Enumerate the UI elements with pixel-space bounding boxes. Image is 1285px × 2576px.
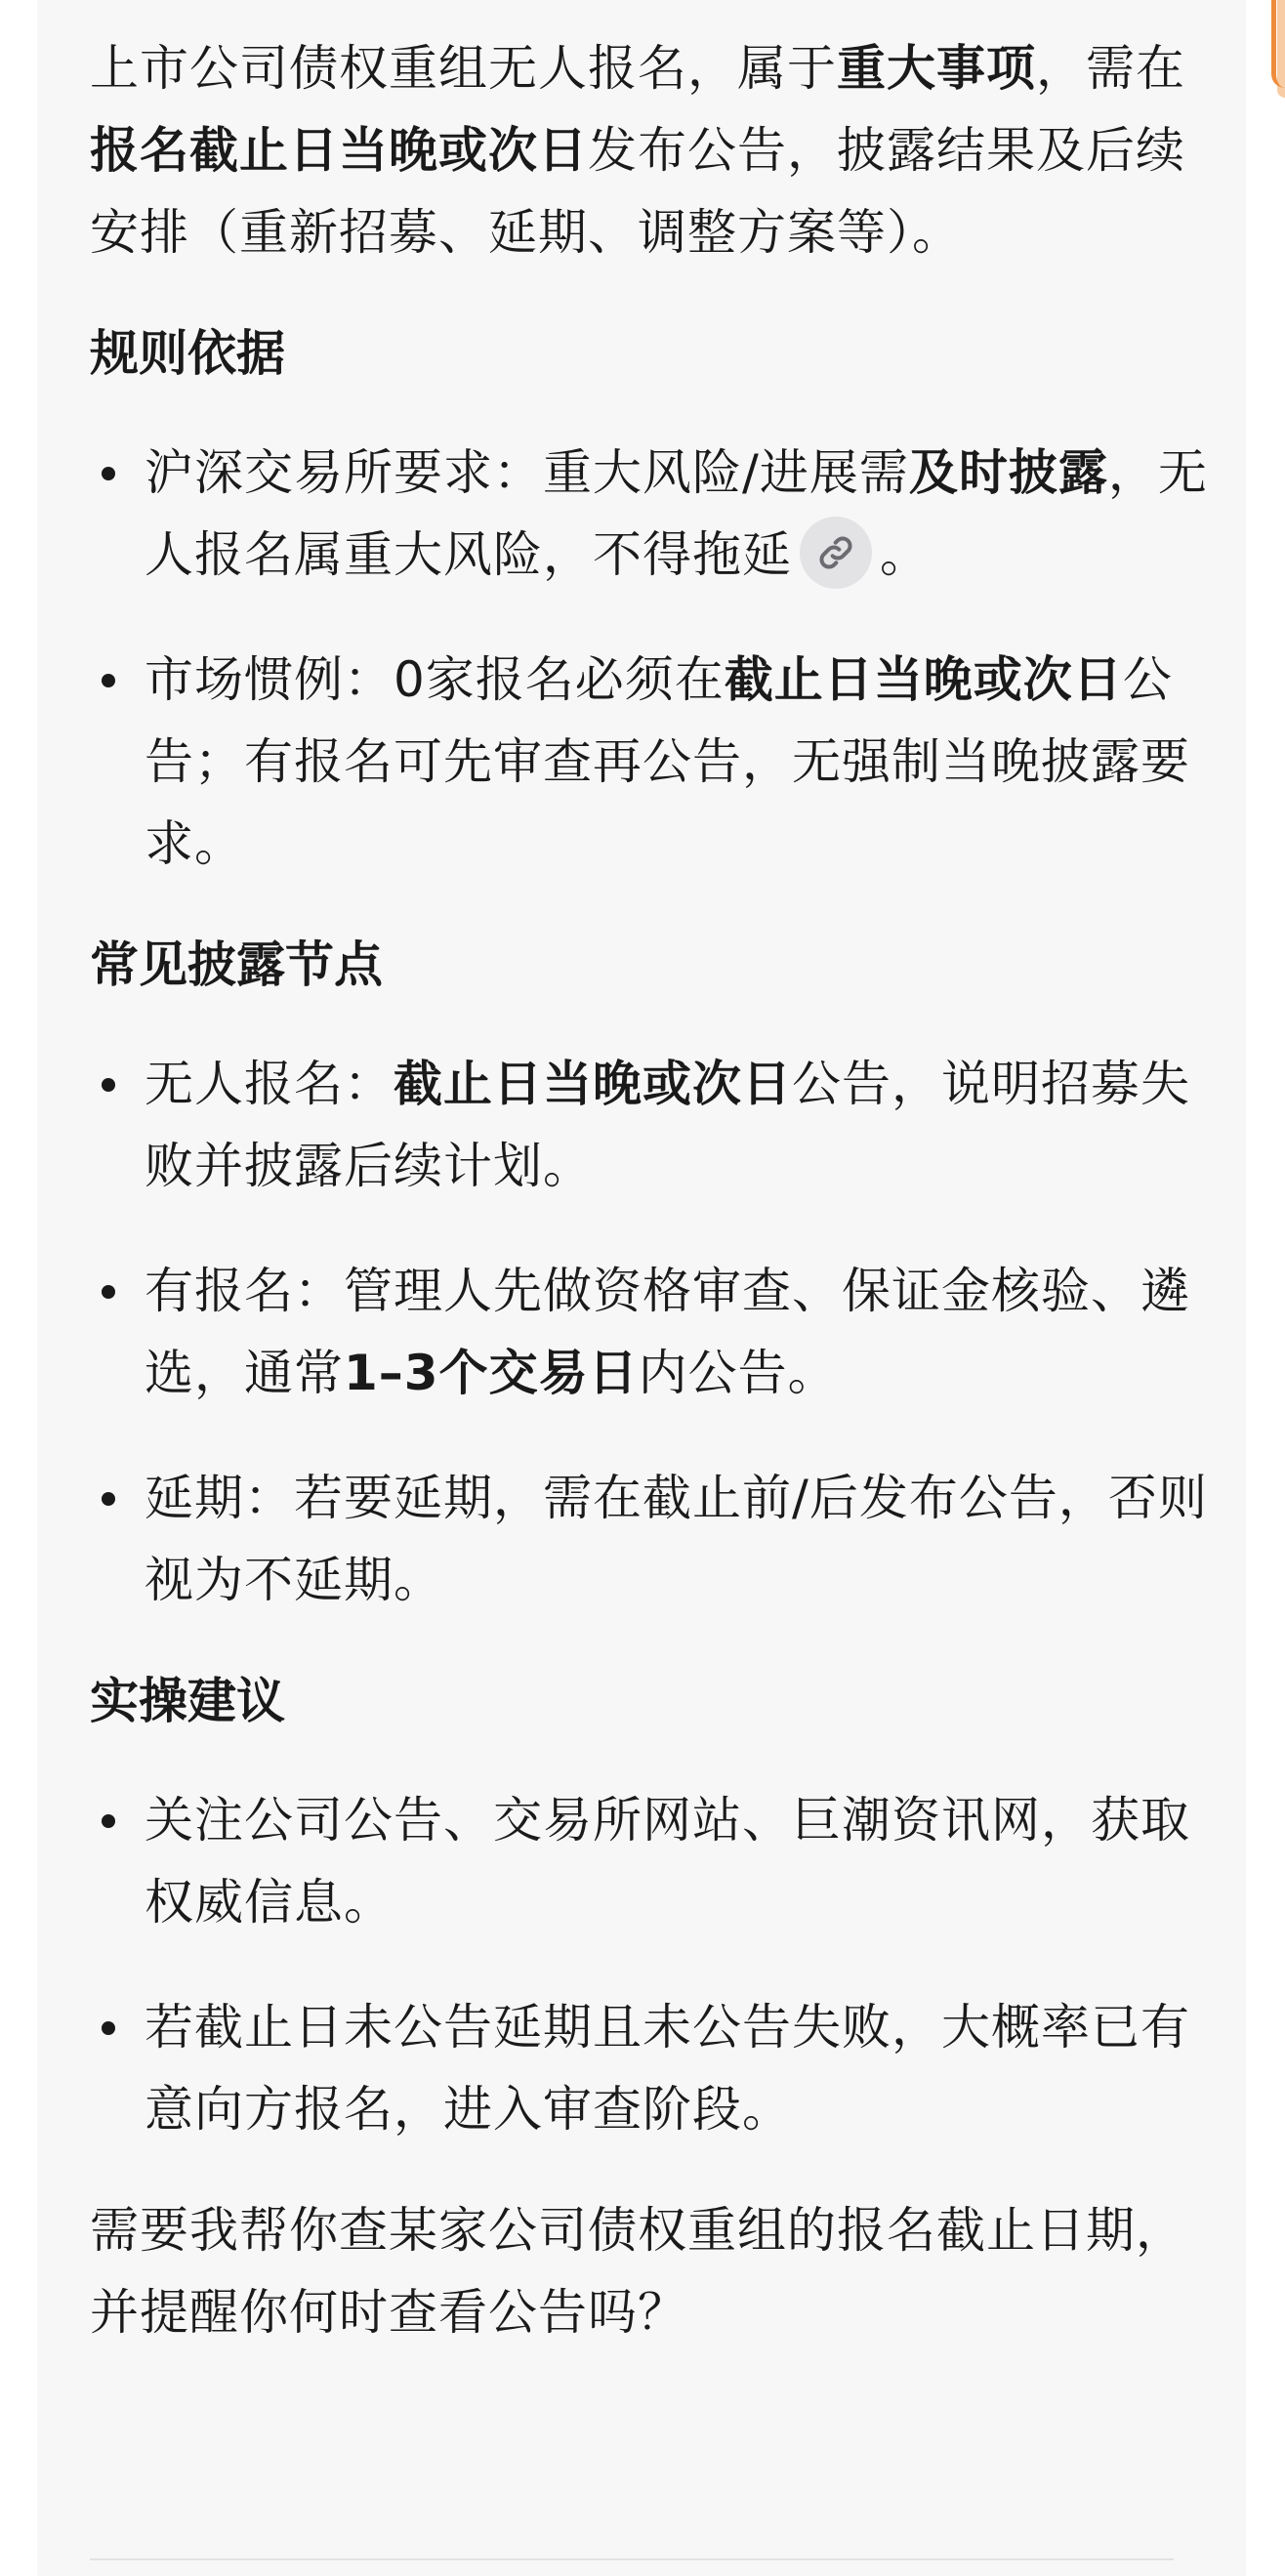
assistant-message <box>90 27 1213 2353</box>
intro-paragraph <box>90 27 1213 273</box>
list-item <box>90 1986 1213 2150</box>
source-link-button[interactable] <box>800 517 872 589</box>
nodes-item1-text-a: 无人报名： <box>145 1056 394 1112</box>
scroll-accent <box>1271 0 1285 88</box>
list-item <box>90 1457 1213 1621</box>
heading-advice: 实操建议 <box>90 1673 285 1729</box>
rules-item1-bold: 及时披露 <box>908 444 1108 501</box>
bullet <box>102 674 115 687</box>
intro-bold-2: 报名截止日当晚或次日 <box>90 122 588 179</box>
intro-text-2: ，需在 <box>1036 40 1185 97</box>
advice-item1-text: 关注公司公告、交易所网站、巨潮资讯网，获取权威信息。 <box>145 1792 1190 1931</box>
rules-item1-text-c: 。 <box>880 526 930 583</box>
list-item <box>90 432 1213 596</box>
nodes-item1-text-b: 公告，说明招募失败并披露后续计划。 <box>145 1056 1190 1194</box>
list-item <box>90 639 1213 885</box>
advice-list <box>90 1779 1213 2150</box>
closing-question: 需要我帮你查某家公司债权重组的报名截止日期，并提醒你何时查看公告吗？ <box>90 2202 1185 2341</box>
bullet <box>102 1492 115 1506</box>
bullet <box>102 1814 115 1828</box>
list-item <box>90 1250 1213 1414</box>
heading-nodes: 常见披露节点 <box>90 936 383 993</box>
rules-list <box>90 432 1213 885</box>
bullet <box>102 467 115 480</box>
nodes-item2-bold: 1–3个交易日 <box>344 1345 639 1401</box>
rules-item2-text-b: 公告；有报名可先审查再公告，无强制当晚披露要求。 <box>145 651 1190 872</box>
bullet <box>102 2021 115 2035</box>
intro-text-3: 发布公告，披露结果及后续安排（重新招募、延期、调整方案等）。 <box>90 122 1185 261</box>
intro-bold-1: 重大事项 <box>837 40 1036 97</box>
rules-item1-text-b: ，无人报名属重大风险，不得拖延 <box>145 444 1208 583</box>
nodes-list <box>90 1043 1213 1621</box>
nodes-item2-text-b: 内公告。 <box>638 1345 838 1401</box>
nodes-item3-text: 延期：若要延期，需在截止前/后发布公告，否则视为不延期。 <box>145 1470 1208 1608</box>
link-icon <box>816 533 855 572</box>
advice-item2-text: 若截止日未公告延期且未公告失败，大概率已有意向方报名，进入审查阶段。 <box>145 1999 1190 2138</box>
heading-rules: 规则依据 <box>90 325 285 382</box>
bullet <box>102 1285 115 1299</box>
list-item <box>90 1043 1213 1207</box>
nodes-item2-text-a: 有报名：管理人先做资格审查、保证金核验、遴选，通常 <box>145 1263 1190 1401</box>
intro-text-1: 上市公司债权重组无人报名，属于 <box>90 40 837 97</box>
rules-item1-text-a: 沪深交易所要求：重大风险/进展需 <box>145 444 909 501</box>
rules-item2-bold: 截止日当晚或次日 <box>724 651 1123 708</box>
list-item <box>90 1779 1213 1943</box>
nodes-item1-bold: 截止日当晚或次日 <box>394 1056 792 1112</box>
rules-item2-text-a: 市场惯例：0家报名必须在 <box>145 651 725 708</box>
divider <box>90 2558 1174 2560</box>
bullet <box>102 1078 115 1092</box>
